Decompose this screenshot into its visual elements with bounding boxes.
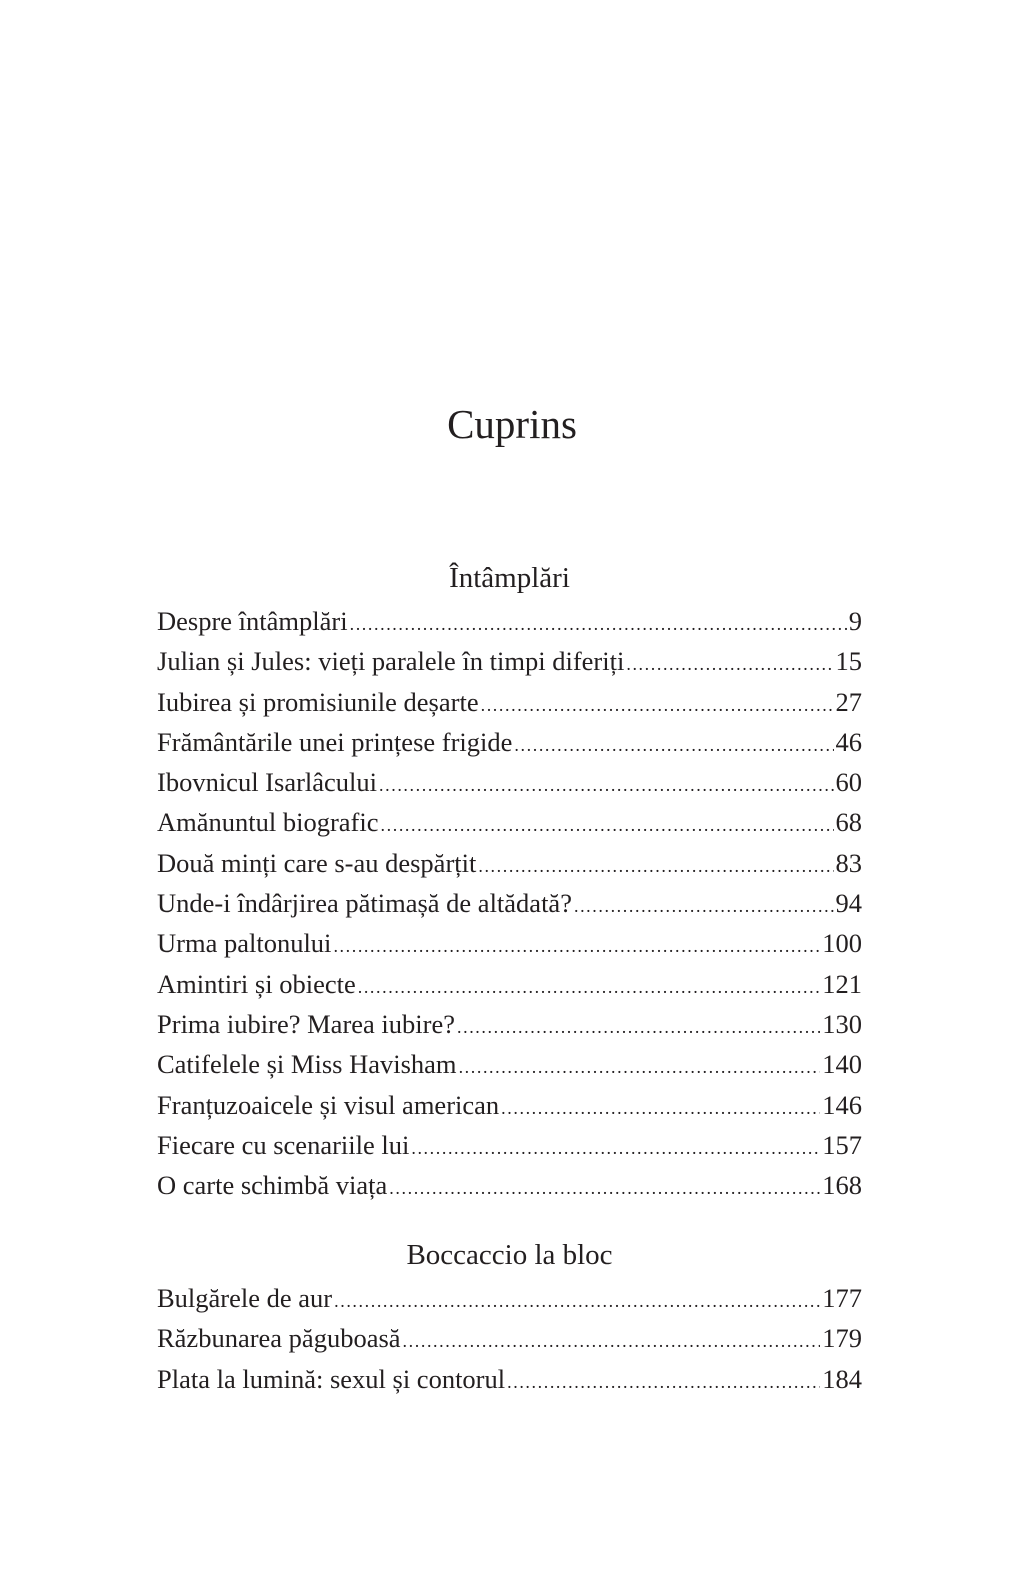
dot-leader — [333, 926, 820, 966]
dot-leader — [334, 1281, 820, 1321]
toc-entry[interactable] — [157, 1165, 862, 1205]
toc-entry[interactable] — [157, 1318, 862, 1358]
dot-leader — [481, 685, 834, 725]
entry-page-number: 168 — [822, 1170, 862, 1201]
entry-title: Urma paltonului — [157, 928, 332, 959]
entry-page-number: 177 — [822, 1283, 862, 1313]
entry-title: Amănuntul biografic — [157, 807, 379, 838]
toc-entry[interactable] — [157, 843, 862, 883]
toc-entry[interactable] — [157, 641, 862, 681]
entry-page-number: 15 — [835, 646, 862, 677]
toc-entry[interactable] — [157, 1359, 862, 1399]
entry-title: Amintiri și obiecte — [157, 968, 356, 999]
entry-page-number: 130 — [822, 1008, 862, 1039]
entry-page-number: 94 — [835, 888, 862, 919]
entry-title: Prima iubire? Marea iubire? — [157, 1008, 455, 1039]
entry-page-number: 179 — [822, 1323, 862, 1354]
toc-entry[interactable] — [157, 883, 862, 923]
toc-entry[interactable] — [157, 802, 862, 842]
dot-leader — [381, 805, 834, 845]
entry-title: Răzbunarea păguboasă — [157, 1323, 401, 1354]
toc-entry[interactable] — [157, 722, 862, 762]
toc-section-boccaccio — [157, 1232, 862, 1399]
entry-title: Unde-i îndârjirea pătimașă de altădată? — [157, 888, 572, 919]
entry-title: Catifelele și Miss Havisham — [157, 1049, 457, 1080]
toc-entry[interactable] — [157, 1004, 862, 1044]
dot-leader — [411, 1128, 820, 1168]
entry-page-number: 46 — [835, 726, 862, 757]
toc-entry[interactable] — [157, 923, 862, 963]
dot-leader — [501, 1088, 820, 1128]
entry-page-number: 68 — [835, 807, 862, 838]
toc-entry[interactable] — [157, 1044, 862, 1084]
dot-leader — [379, 765, 833, 805]
entry-page-number: 9 — [848, 606, 862, 636]
entry-title: O carte schimbă viața — [157, 1170, 388, 1201]
entry-page-number: 146 — [822, 1089, 862, 1120]
dot-leader — [459, 1047, 821, 1087]
dot-leader — [389, 1168, 820, 1208]
entry-page-number: 121 — [822, 968, 862, 999]
page-title: Cuprins — [447, 401, 577, 447]
entry-title: Iubirea și promisiunile deșarte — [157, 686, 479, 717]
entry-title: Despre întâmplări — [157, 606, 348, 636]
entry-title: Frământările unei prințese frigide — [157, 726, 513, 757]
dot-leader — [514, 725, 833, 765]
dot-leader — [574, 886, 834, 926]
section-heading: Boccaccio la bloc — [406, 1239, 613, 1271]
dot-leader — [507, 1362, 820, 1402]
entry-page-number: 100 — [822, 928, 862, 959]
toc-entry[interactable] — [157, 1085, 862, 1125]
toc-section-intamplari — [157, 555, 862, 1205]
entry-page-number: 60 — [835, 767, 862, 798]
dot-leader — [478, 846, 833, 886]
entry-title: Julian și Jules: vieți paralele în timpi diferiți — [157, 646, 625, 677]
dot-leader — [457, 1007, 820, 1047]
entry-title: Bulgărele de aur — [157, 1283, 333, 1313]
dot-leader — [626, 644, 833, 684]
dot-leader — [403, 1321, 821, 1361]
entry-title: Ibovnicul Isarlâcului — [157, 767, 378, 798]
toc-entry[interactable] — [157, 682, 862, 722]
toc-entry[interactable] — [157, 1278, 862, 1318]
dot-leader — [358, 967, 821, 1007]
toc-entry[interactable] — [157, 964, 862, 1004]
entry-page-number: 157 — [822, 1129, 862, 1160]
entry-page-number: 184 — [822, 1363, 862, 1394]
entry-page-number: 140 — [822, 1049, 862, 1080]
entry-title: Fiecare cu scenariile lui — [157, 1129, 410, 1160]
section-heading: Întâmplări — [449, 562, 570, 594]
entry-page-number: 27 — [835, 686, 862, 717]
entry-title: Franțuzoaicele și visul american — [157, 1089, 500, 1120]
toc-entry[interactable] — [157, 762, 862, 802]
dot-leader — [350, 604, 847, 644]
toc-entry[interactable] — [157, 1125, 862, 1165]
toc-entry[interactable] — [157, 601, 862, 641]
entry-page-number: 83 — [835, 847, 862, 878]
entry-title: Două minți care s-au despărțit — [157, 847, 477, 878]
entry-title: Plata la lumină: sexul și contorul — [157, 1363, 506, 1394]
